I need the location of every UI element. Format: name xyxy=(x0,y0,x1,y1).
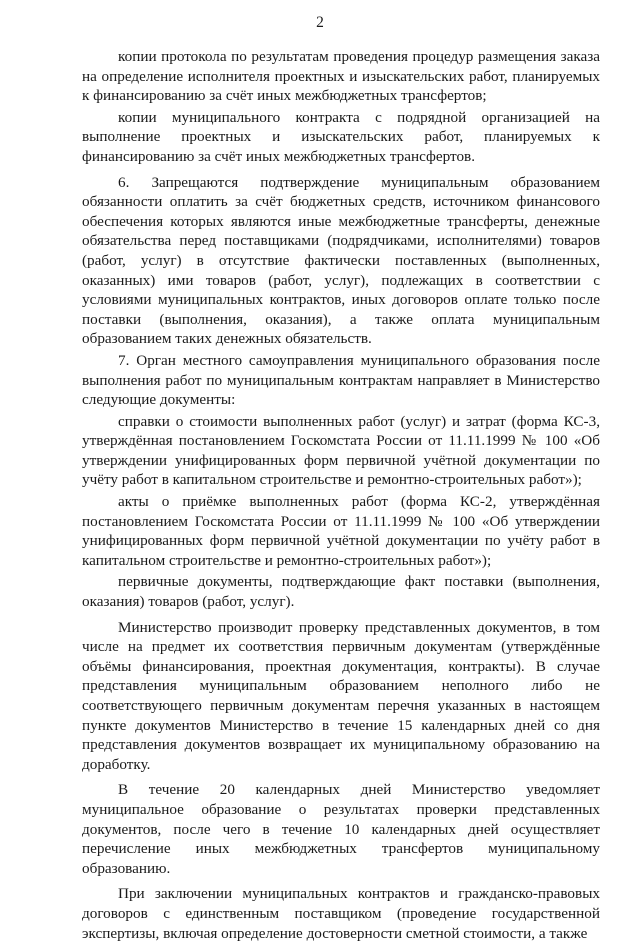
paragraph-notification-term: В течение 20 календарных дней Министерство уведомляет муниципальное образование о результатах проверки представленных документов, после чего в течение 10 календарных дней осуществляет перечисление иных межбюджетных трансфертов муниципальному образованию. xyxy=(82,781,600,877)
page-number: 2 xyxy=(316,14,324,31)
paragraph-single-supplier: При заключении муниципальных контрактов и гражданско-правовых договоров с единственным поставщиком (проведение государственной экспертизы, включая определение достоверности сметной стоимости, а также xyxy=(82,885,600,942)
paragraph-item-6: 6. Запрещаются подтверждение муниципальным образованием обязанности оплатить за счёт бюджетных средств, источником финансового обеспечения которых являются иные межбюджетные трансферты, денежные обязательства перед поставщиками (подрядчиками, исполнителями) товаров (работ, услуг) в отсутствие фактически поставленных (выполненных, оказанных) ими товаров (работ, услуг), подлежащих в соответствии с условиями муниципальных контрактов, иных договоров оплате только после поставки (выполнения, оказания), а также оплата муниципальным образованием таких денежных обязательств. xyxy=(82,173,600,348)
document-body xyxy=(82,47,600,945)
paragraph-ks2-acts: акты о приёмке выполненных работ (форма КС-2, утверждённая постановлением Госкомстата России от 11.11.1999 № 100 «Об утверждении унифицированных форм первичной учётной документации по учёту работ в капитальном строительстве и ремонтно-строительных работ»); xyxy=(82,493,600,569)
paragraph-ks3-certificates: справки о стоимости выполненных работ (услуг) и затрат (форма КС-3, утверждённая постановлением Госкомстата России от 11.11.1999 № 100 «Об утверждении унифицированных форм первичной учётной документации по учёту работ в капитальном строительстве и ремонтно-строительных работ»); xyxy=(82,412,600,489)
paragraph-contract-copies: копии муниципального контракта с подрядной организацией на выполнение проектных и изыскательских работ, планируемых к финансированию за счёт иных межбюджетных трансфертов. xyxy=(82,108,600,165)
paragraph-protocol-copies: копии протокола по результатам проведения процедур размещения заказа на определение исполнителя проектных и изыскательских работ, планируемых к финансированию за счёт иных межбюджетных трансфертов; xyxy=(82,48,600,105)
paragraph-primary-documents: первичные документы, подтверждающие факт поставки (выполнения, оказания) товаров (работ, услуг). xyxy=(82,573,600,611)
paragraph-ministry-verification: Министерство производит проверку представленных документов, в том числе на предмет их соответствия первичным документам (утверждённые объёмы финансирования, проектная документация, контракты). В случае представления муниципальным образованием неполного либо не соответствующего первичным документам перечня указанных в настоящем пункте документов Министерство в течение 15 календарных дней со дня представления документов возвращает их муниципальному образованию на доработку. xyxy=(82,618,600,773)
paragraph-item-7: 7. Орган местного самоуправления муниципального образования после выполнения работ по муниципальным контрактам направляет в Министерство следующие документы: xyxy=(82,351,600,409)
